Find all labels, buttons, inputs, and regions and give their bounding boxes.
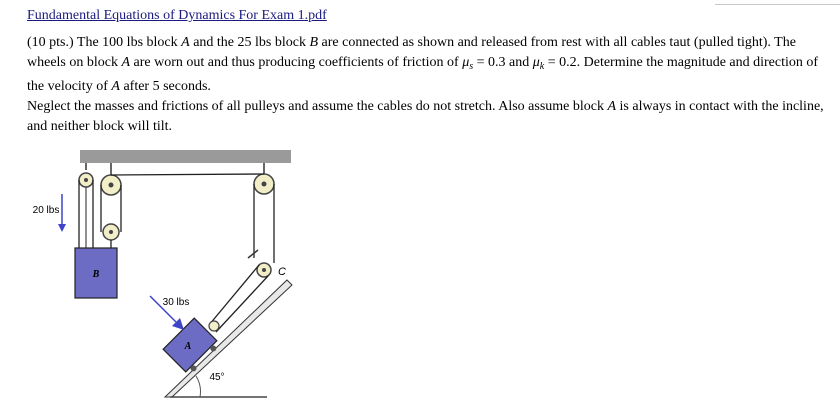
text-run: is always in contact with the incline, and neither block will tilt.: [27, 99, 824, 134]
mu-s-subscript: s: [469, 61, 474, 72]
text-run: Neglect the masses and frictions of all pulleys and assume the cables do not stretch. Also assume block: [27, 99, 608, 114]
text-run: are worn out and thus producing coefficients of friction of: [130, 55, 463, 70]
mu-k-value: = 0.2. Determine the magnitude and direction of the velocity of: [27, 55, 819, 94]
pulley-axle: [109, 230, 113, 234]
ceiling-support: [80, 150, 291, 163]
top-divider: [715, 0, 840, 5]
force-b-label: 20 lbs: [32, 205, 60, 216]
block-a-pulley: [209, 321, 219, 331]
mu-symbol: μ: [462, 55, 470, 70]
pulley-axle: [84, 178, 88, 182]
assumptions-paragraph: [27, 97, 827, 137]
text-run: after 5 seconds.: [119, 79, 211, 94]
mu-s-value: = 0.3 and: [473, 55, 533, 70]
mu-symbol: μ: [532, 55, 540, 70]
pulley-axle: [262, 182, 267, 187]
problem-statement: [27, 33, 827, 97]
pulley-axle: [109, 183, 114, 188]
angle-label: 45°: [209, 372, 225, 383]
pulley-c-label: C: [278, 266, 286, 278]
cable: [111, 174, 264, 175]
block-a-ref: A: [181, 35, 190, 50]
pulley-axle: [262, 268, 266, 272]
block-a-label: A: [184, 341, 192, 352]
text-run: are connected as shown and released from rest with all cables taut (pulled tight). The wheels on block: [27, 35, 796, 70]
pulley-system-figure: [0, 140, 840, 417]
mu-k-subscript: k: [539, 61, 545, 72]
force-a-label: 30 lbs: [162, 297, 190, 308]
angle-arc: [196, 376, 200, 397]
pulley-c-bracket: [248, 250, 258, 258]
arrowhead-icon: [58, 224, 66, 232]
block-a-ref: A: [607, 99, 617, 114]
document-title-link[interactable]: Fundamental Equations of Dynamics For Exam 1.pdf: [27, 8, 327, 23]
block-a-ref: A: [121, 55, 131, 70]
text-run: and the 25 lbs block: [189, 35, 310, 50]
block-a-ref: A: [111, 79, 120, 94]
text-run: (10 pts.) The 100 lbs block: [27, 35, 182, 50]
block-b-label: B: [92, 269, 100, 280]
block-b-ref: B: [309, 35, 319, 50]
